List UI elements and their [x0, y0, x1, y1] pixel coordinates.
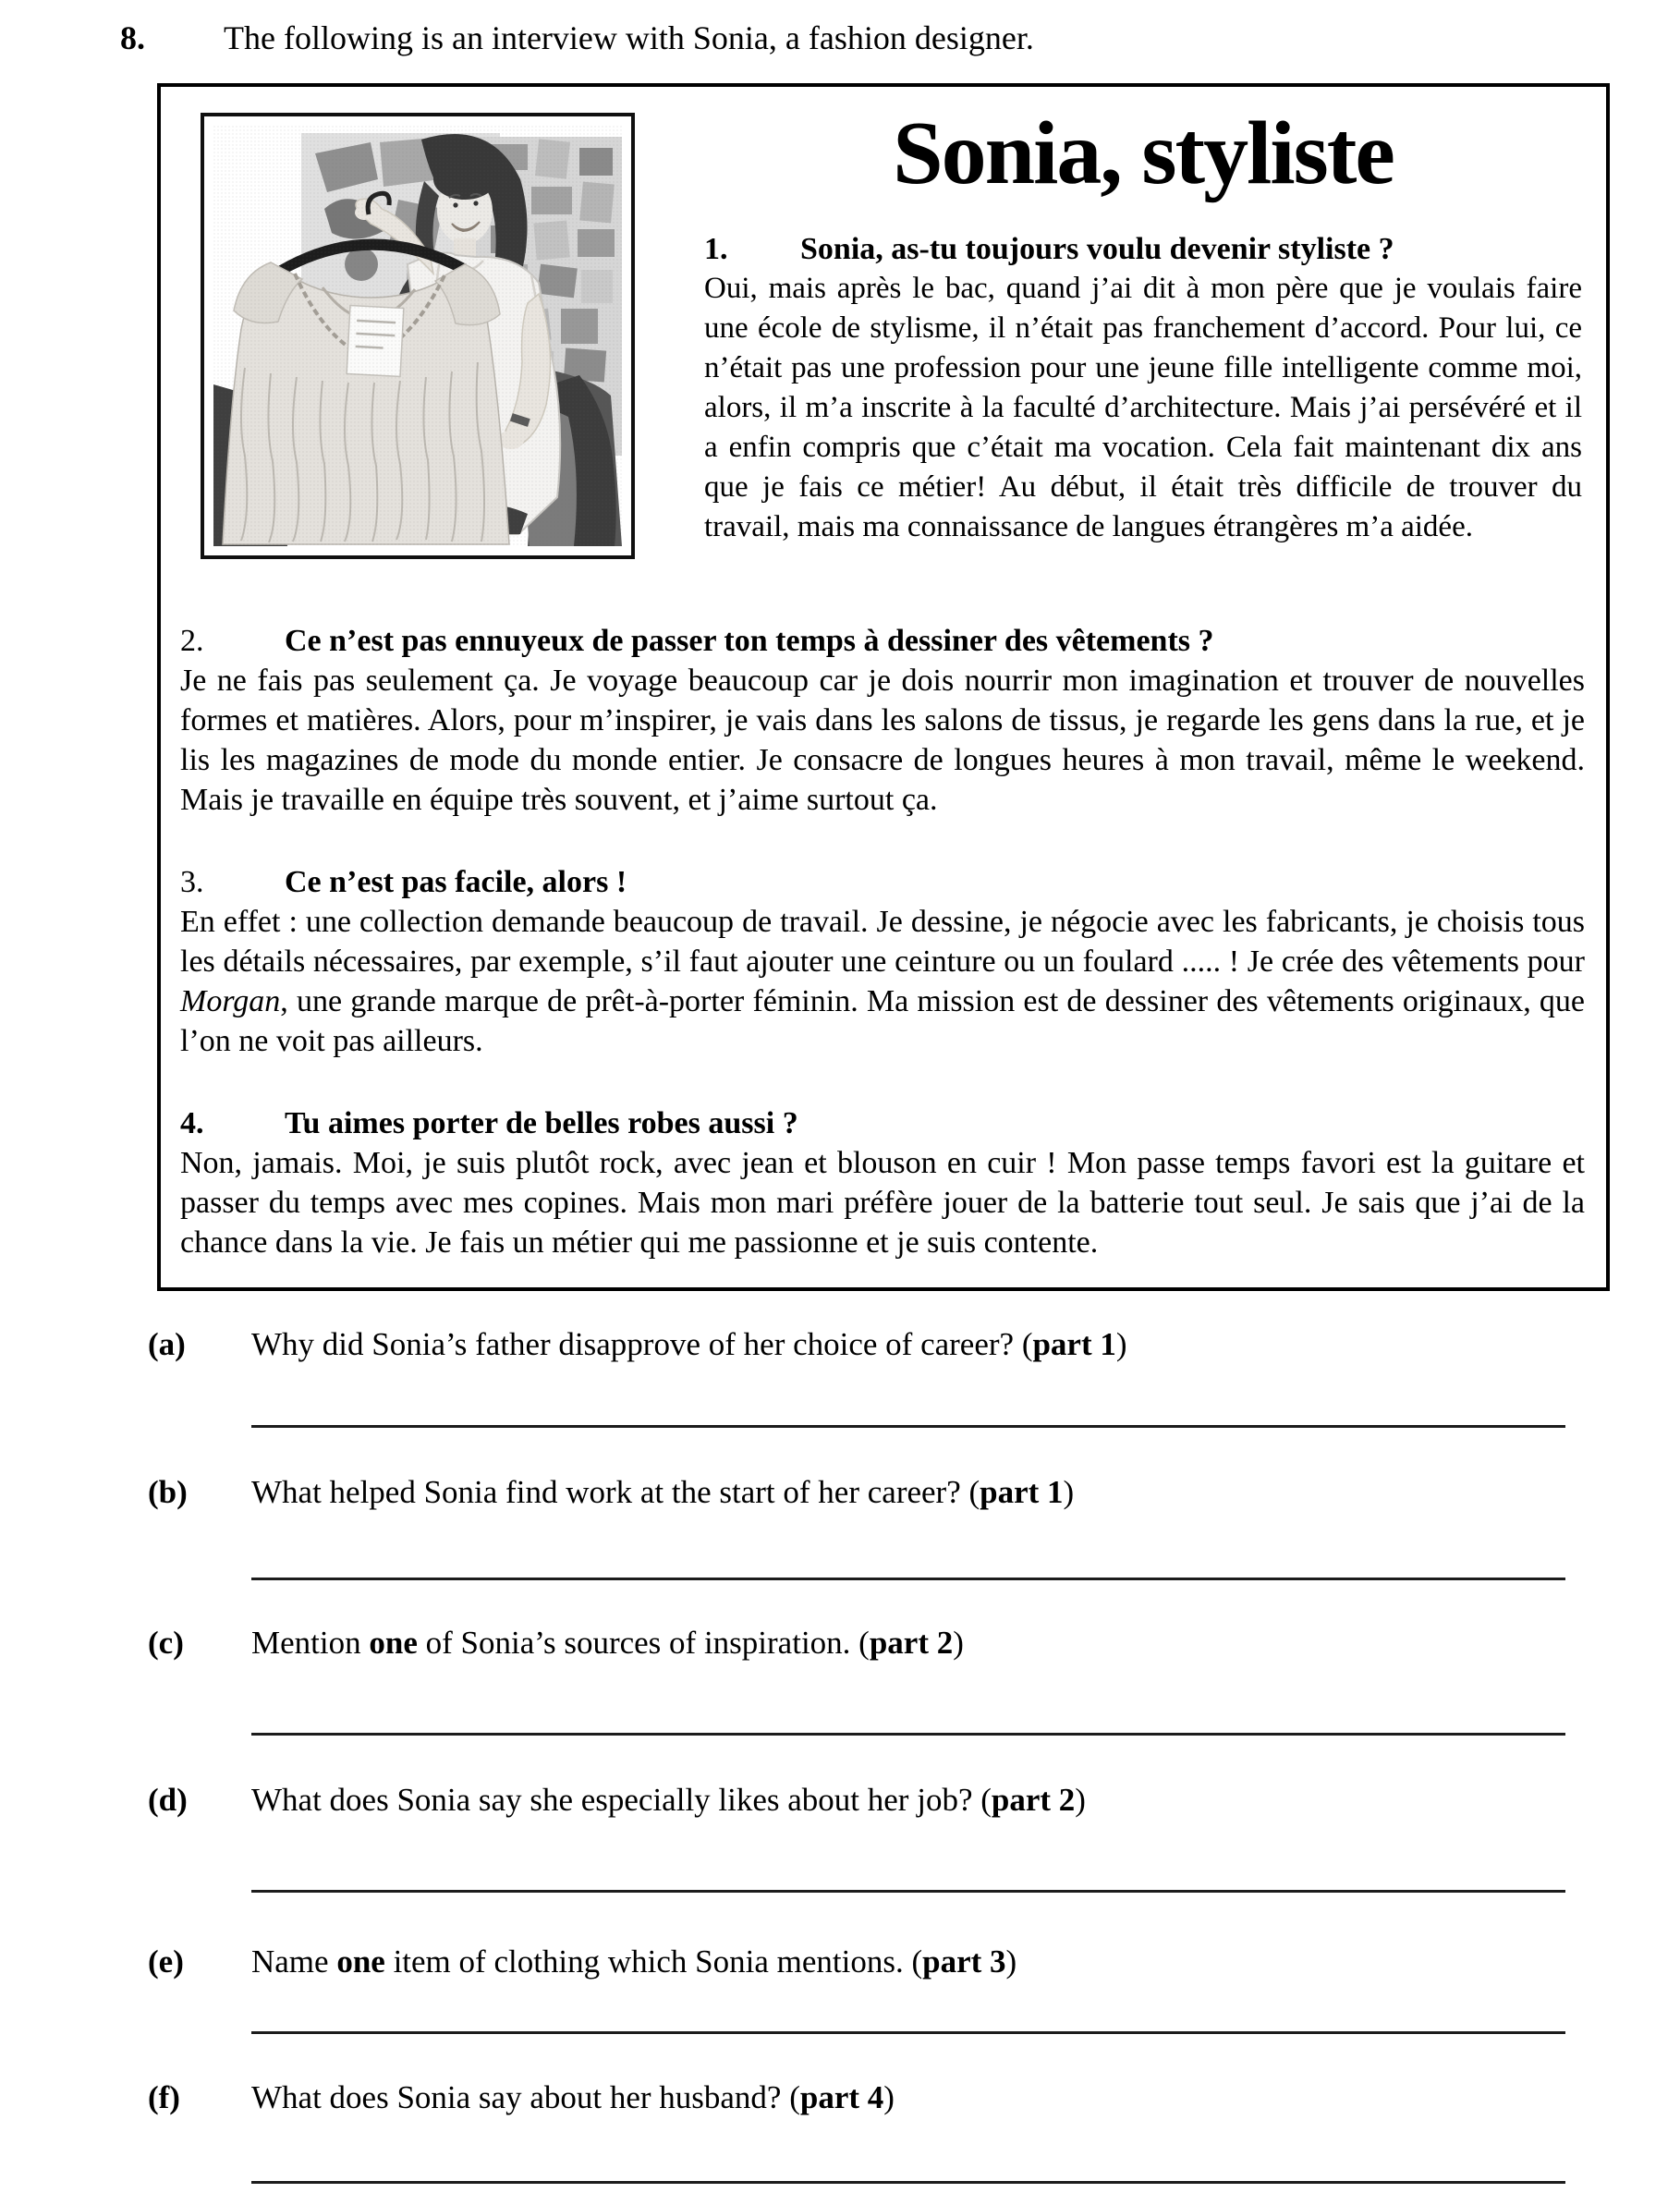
article-box [157, 83, 1610, 1291]
question-label: (f) [148, 2079, 180, 2115]
question-label: (c) [148, 1625, 184, 1661]
question-row [148, 1779, 1565, 1901]
section-heading: Tu aimes porter de belles robes aussi ? [285, 1106, 798, 1140]
answer-line [251, 2181, 1565, 2184]
section-heading: Ce n’est pas ennuyeux de passer ton temps à dessiner des vêtements ? [285, 624, 1214, 658]
question-text: What helped Sonia find work at the start of her career? (part 1) [251, 1474, 1075, 1510]
answer-line [251, 1733, 1565, 1736]
question-row [148, 1471, 1565, 1593]
question-row [148, 1622, 1565, 1744]
answer-line [251, 1890, 1565, 1893]
question-label: (e) [148, 1943, 184, 1980]
answer-line [251, 1425, 1565, 1428]
article-right-column [704, 94, 1582, 547]
answer-line [251, 1578, 1565, 1580]
interview-section [180, 1103, 1585, 1262]
question-row [148, 1323, 1565, 1445]
interview-parts-2-4 [180, 621, 1585, 1305]
interview-part-1 [704, 229, 1582, 547]
answer-line [251, 2031, 1565, 2034]
question-text: Name one item of clothing which Sonia mentions. (part 3) [251, 1943, 1017, 1980]
interview-section [180, 862, 1585, 1061]
question-text: Why did Sonia’s father disapprove of her choice of career? (part 1) [251, 1326, 1127, 1362]
question-label: (b) [148, 1474, 188, 1510]
section-body: Oui, mais après le bac, quand j’ai dit à mon père que je voulais faire une école de stylisme, il n’était pas franchement d’accord. Pour lui, ce n’était pas une profession pour une jeune fille intelligente comme moi, alors, il m’a inscrite à la faculté d’architecture. Mais j’ai persévéré et il a enfin compris que c’était ma vocation. Cela fait maintenant dix ans que je fais ce métier! Au début, il était très difficile de trouver du travail, mais ma connaissance de langues étrangères m’a aidée. [704, 272, 1582, 543]
question-row [148, 2077, 1565, 2193]
section-body: Je ne fais pas seulement ça. Je voyage beaucoup car je dois nourrir mon imagination et trouver de nouvelles formes et matières. Alors, pour m’inspirer, je vais dans les salons de tissus, je regarde les gens dans la rue, et je lis les magazines de mode du monde entier. Je consacre de longues heures à mon travail, même le weekend. Mais je travaille en équipe très souvent, et j’aime surtout ça. [180, 664, 1585, 817]
section-body: En effet : une collection demande beaucoup de travail. Je dessine, je négocie avec les fabricants, je choisis tous les détails nécessaires, par exemple, s’il faut ajouter une ceinture ou un foulard ..... ! Je crée des vêtements pour Morgan, une grande marque de prêt-à-porter féminin. Ma mission est de dessiner des vêtements originaux, que l’on ne voit pas ailleurs. [180, 905, 1585, 1058]
sonia-photo [201, 113, 635, 559]
question-text: What does Sonia say she especially likes about her job? (part 2) [251, 1782, 1086, 1818]
section-heading: Sonia, as-tu toujours voulu devenir styliste ? [800, 232, 1394, 266]
question-label: (a) [148, 1326, 186, 1362]
section-number: 1. [704, 232, 728, 266]
sonia-photo-illustration [213, 126, 622, 546]
section-heading: Ce n’est pas facile, alors ! [285, 865, 627, 899]
interview-section [704, 229, 1582, 547]
question-row [148, 1941, 1565, 2063]
task-intro: The following is an interview with Sonia, a fashion designer. [224, 19, 1034, 56]
question-label: (d) [148, 1782, 188, 1818]
question-text: Mention one of Sonia’s sources of inspiration. (part 2) [251, 1625, 964, 1661]
section-number: 4. [180, 1106, 204, 1140]
task-number: 8. [120, 19, 145, 56]
section-number: 2. [180, 624, 204, 658]
task-header [120, 17, 1034, 59]
section-number: 3. [180, 865, 204, 899]
question-text: What does Sonia say about her husband? (part 4) [251, 2079, 895, 2115]
interview-section [180, 621, 1585, 820]
section-body: Non, jamais. Moi, je suis plutôt rock, avec jean et blouson en cuir ! Mon passe temps favori est la guitare et passer du temps avec mes copines. Mais mon mari préfère jouer de la batterie tout seul. Je sais que j’ai de la chance dans la vie. Je fais un métier qui me passionne et je suis contente. [180, 1146, 1585, 1260]
article-title: Sonia, styliste [893, 104, 1394, 203]
